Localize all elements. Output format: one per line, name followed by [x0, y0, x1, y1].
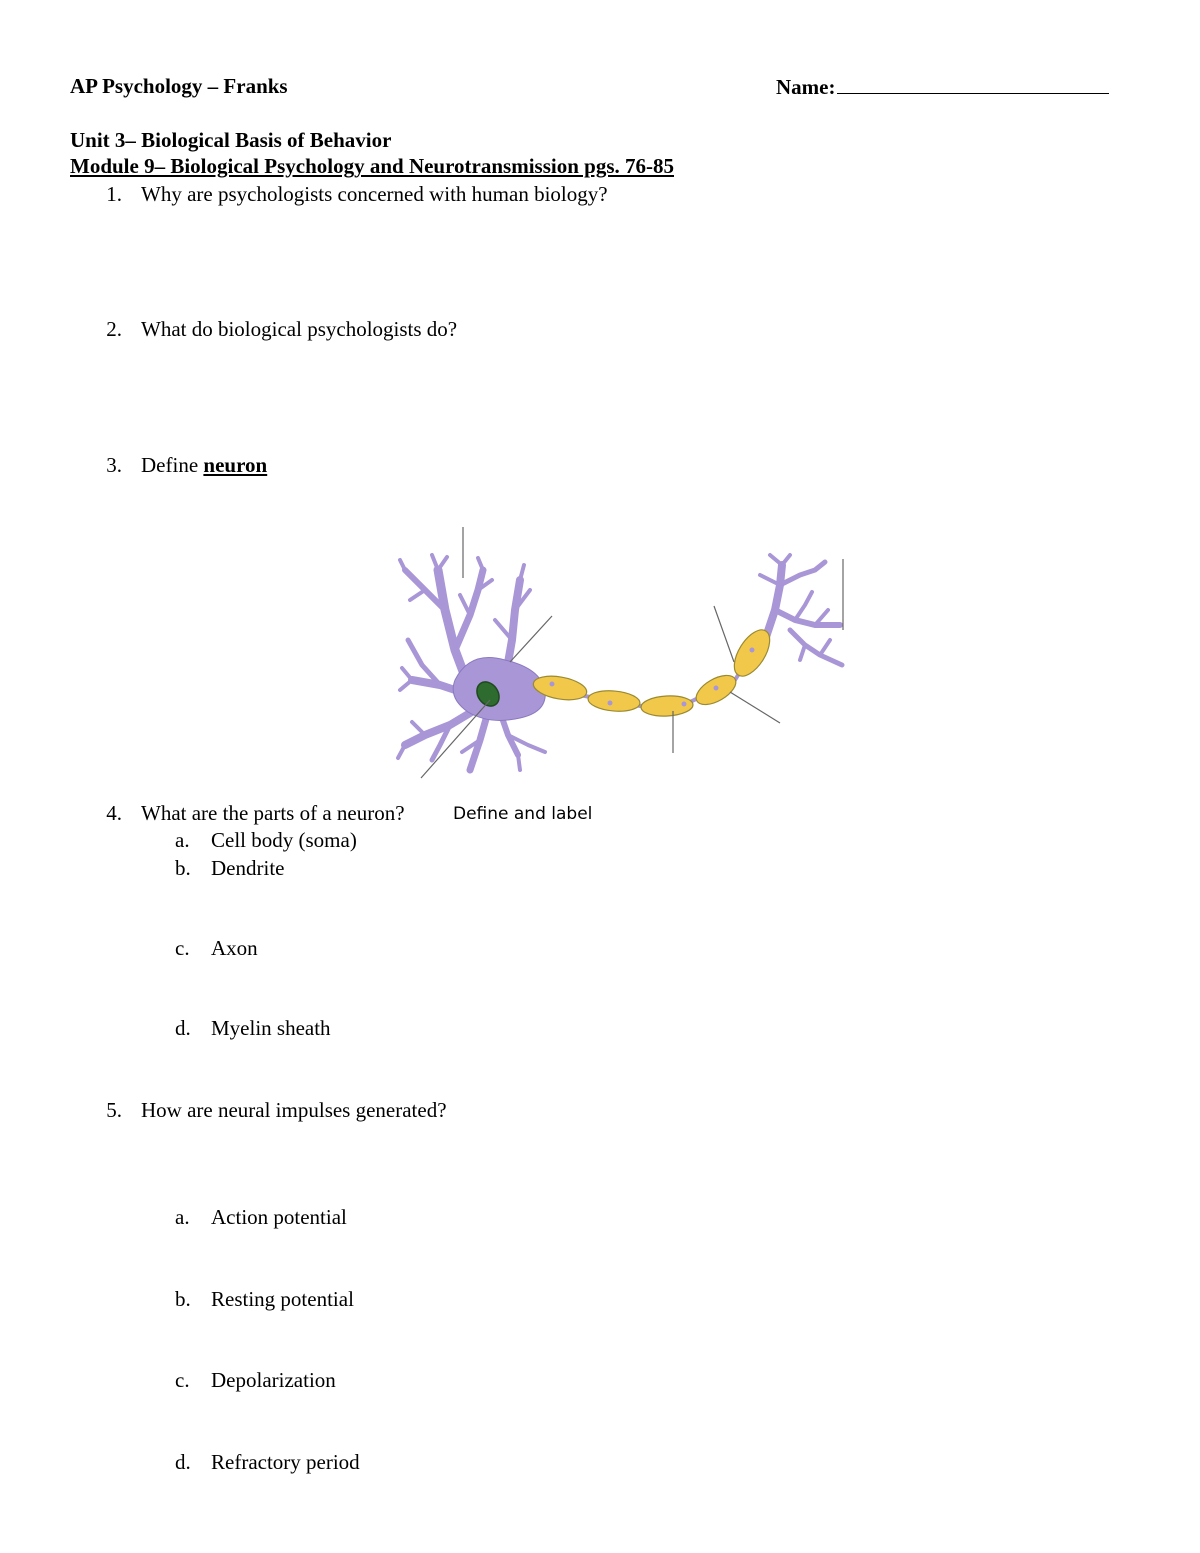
module-title: Module 9– Biological Psychology and Neurotransmission pgs. 76-85: [70, 154, 674, 178]
q5-part-c-text: Depolarization: [211, 1368, 336, 1392]
question-3-prefix: Define: [141, 453, 204, 477]
q5-part-a-letter: a.: [175, 1205, 190, 1229]
question-5-text: How are neural impulses generated?: [141, 1098, 447, 1122]
q5-part-b-text: Resting potential: [211, 1287, 354, 1311]
q5-part-d-letter: d.: [175, 1450, 191, 1474]
question-1-number: 1.: [106, 182, 122, 206]
q4-part-b-letter: b.: [175, 856, 191, 880]
cell-body: [453, 658, 545, 721]
question-3-number: 3.: [106, 453, 122, 477]
question-2-text: What do biological psychologists do?: [141, 317, 458, 341]
q4-part-c-text: Axon: [211, 936, 258, 960]
q4-part-c-letter: c.: [175, 936, 190, 960]
question-5-number: 5.: [106, 1098, 122, 1122]
unit-title: Unit 3– Biological Basis of Behavior: [70, 128, 392, 152]
q4-part-a-text: Cell body (soma): [211, 828, 357, 852]
q5-part-d-text: Refractory period: [211, 1450, 360, 1474]
question-4-note: Define and label: [453, 804, 593, 824]
question-3-text: [141, 452, 267, 478]
question-4-number: 4.: [106, 801, 122, 825]
question-1-text: Why are psychologists concerned with human biology?: [141, 182, 608, 206]
q4-part-d-letter: d.: [175, 1016, 191, 1040]
question-4-text: What are the parts of a neuron?: [141, 801, 405, 825]
q5-part-c-letter: c.: [175, 1368, 190, 1392]
dendrite-branches: [398, 555, 842, 770]
myelin-sheath-segments: [532, 624, 777, 717]
q4-part-d-text: Myelin sheath: [211, 1016, 331, 1040]
neuron-diagram: [385, 520, 855, 785]
q5-part-a-text: Action potential: [211, 1205, 347, 1229]
name-field: [776, 73, 1109, 100]
q4-part-a-letter: a.: [175, 828, 190, 852]
q4-part-b-text: Dendrite: [211, 856, 285, 880]
name-blank-line: [837, 73, 1109, 94]
name-label: Name:: [776, 75, 836, 99]
neuron-term: neuron: [203, 453, 268, 477]
course-title: AP Psychology – Franks: [70, 74, 288, 98]
q5-part-b-letter: b.: [175, 1287, 191, 1311]
question-2-number: 2.: [106, 317, 122, 341]
